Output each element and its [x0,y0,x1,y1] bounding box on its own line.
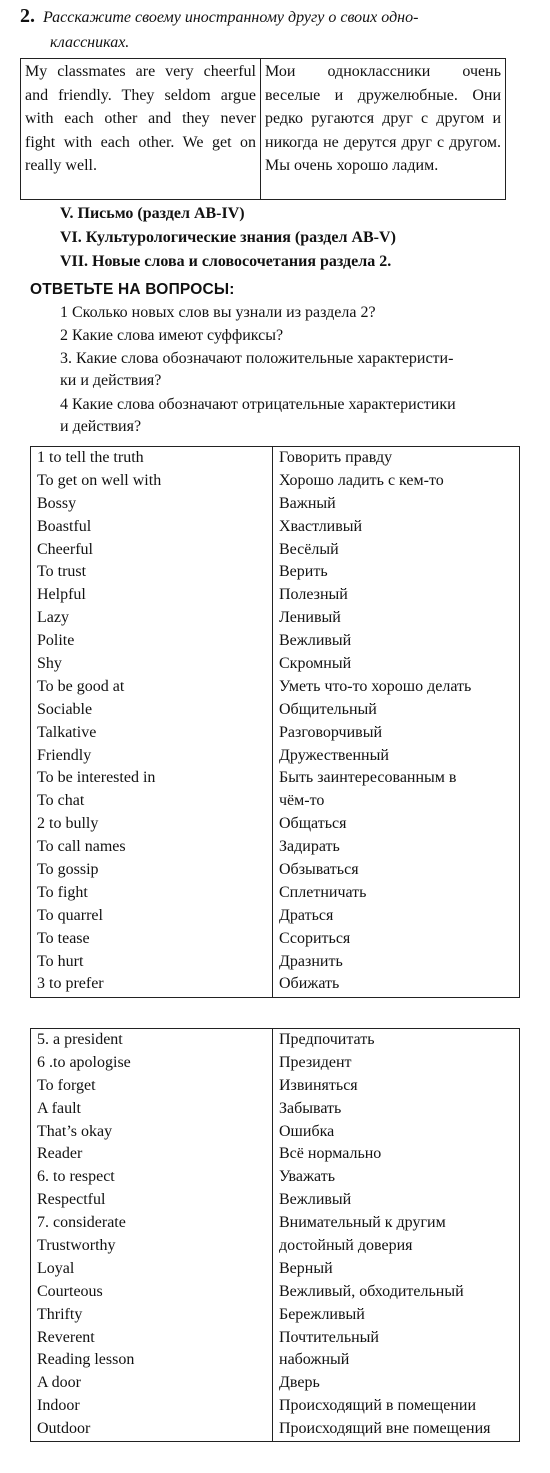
vocab-row [31,584,519,607]
vocab-russian: Разговорчивый [279,723,383,741]
vocab-english: 5. a president [37,1031,123,1048]
vocab-row [31,653,519,676]
vocab-english: To chat [37,792,85,810]
vocab-english: To fight [37,883,88,901]
vocab-english: Cheerful [37,540,93,558]
vocab-row [31,1281,519,1304]
question-4: 4 Какие слова обозначают отрицательные характеристики [60,396,456,413]
example-table [20,58,506,200]
vocab-row [31,1372,519,1395]
vocab-russian: Хорошо ладить с кем-то [279,471,444,489]
vocab-russian: Быть заинтересованным в [279,769,457,787]
vocab-english: Friendly [37,746,92,764]
vocab-russian: Дразнить [279,952,343,970]
vocab-row [31,1075,519,1098]
vocab-row [31,1349,519,1372]
vocab-english: Shy [37,655,62,673]
vocab-russian: Полезный [279,586,348,604]
vocab-row [31,1189,519,1212]
vocab-row [31,447,519,470]
vocab-row [31,1098,519,1121]
vocab-russian: Общительный [279,700,377,718]
question-2: 2 Какие слова имеют суффиксы? [60,327,284,344]
vocab-row [31,630,519,653]
vocab-english: Polite [37,632,75,650]
vocab-english: Bossy [37,494,77,512]
vocab-row [31,516,519,539]
vocab-russian: чём-то [279,792,325,810]
vocab-russian: Задирать [279,838,340,856]
vocab-row [31,836,519,859]
vocab-russian: Дверь [279,1374,320,1392]
task-text-1: Расскажите своему иностранному другу о своих одно- [43,9,419,26]
vocab-english: To be good at [37,677,125,695]
vocab-row [31,561,519,584]
vocab-row [31,767,519,790]
task-number: 2. [20,5,35,27]
vocab-russian: Ссориться [279,929,351,947]
vocab-row [31,1327,519,1350]
vocab-english: To quarrel [37,906,103,924]
vocab-row [31,1212,519,1235]
vocab-row [31,1418,519,1441]
vocab-russian: Хвастливый [279,517,363,535]
vocab-row [31,1235,519,1258]
vocab-row [31,882,519,905]
question-3-cont: ки и действия? [60,372,162,389]
vocab-russian: Весёлый [279,540,339,558]
vocab-english: Lazy [37,609,69,627]
vocab-english: A fault [37,1099,81,1117]
vocab-row [31,790,519,813]
vocab-russian: Уважать [279,1168,335,1186]
vocab-russian: Вежливый [279,632,352,650]
vocab-row [31,951,519,974]
vocab-russian: Дружественный [279,746,389,764]
vocab-russian: Ленивый [279,609,341,627]
vocab-english: Loyal [37,1259,75,1277]
vocab-row [31,928,519,951]
vocab-english: To get on well with [37,471,162,489]
vocab-english: Reader [37,1145,83,1163]
vocab-row [31,1029,519,1052]
example-english: My classmates are very cheerful and friendly. They seldom argue with each other and they never fight with each other. We get on really well. [21,59,261,199]
section-vi: VI. Культурологические знания (раздел АВ-V) [60,229,396,246]
vocab-english: 3 to prefer [37,975,104,993]
vocab-russian: Происходящий вне помещения [279,1420,491,1438]
vocab-russian: Предпочитать [279,1031,375,1048]
vocab-english: Outdoor [37,1420,91,1438]
vocab-english: Boastful [37,517,92,535]
vocab-row [31,607,519,630]
vocab-russian: Бережливый [279,1305,365,1323]
vocab-english: Reverent [37,1328,95,1346]
vocab-row [31,722,519,745]
vocab-english: 6 .to apologise [37,1053,131,1071]
vocab-row [31,470,519,493]
task-line-1 [20,4,540,30]
vocab-english: 2 to bully [37,815,99,833]
vocab-english: 1 to tell the truth [37,449,144,466]
vocab-english: Sociable [37,700,93,718]
vocab-english: 7. considerate [37,1214,126,1232]
vocab-row [31,1121,519,1144]
vocab-row [31,905,519,928]
question-4-cont: и действия? [60,418,142,435]
vocab-russian: Скромный [279,655,352,673]
vocab-row [31,493,519,516]
vocab-row [31,1166,519,1189]
vocab-english: Helpful [37,586,86,604]
vocab-english: Indoor [37,1397,80,1415]
vocab-russian: Вежливый [279,1191,352,1209]
questions-heading: ОТВЕТЬТЕ НА ВОПРОСЫ: [30,281,235,298]
vocab-russian: Всё нормально [279,1145,382,1163]
vocab-english: To be interested in [37,769,156,787]
vocabulary-table-2 [30,1028,520,1442]
vocab-english: Respectful [37,1191,106,1209]
vocab-english: To hurt [37,952,84,970]
example-russian: Мои одноклассники очень веселые и дружелюбные. Они редко ругаются друг с другом и никогда не дерутся друг с другом. Мы очень хорошо ладим. [265,63,501,174]
task-text-2: классниках. [50,34,130,51]
vocab-russian: Вежливый, обходительный [279,1282,464,1300]
vocab-english: Courteous [37,1282,103,1300]
vocab-russian: Извиняться [279,1076,358,1094]
vocab-russian: Говорить правду [279,449,393,466]
section-v: V. Письмо (раздел АВ-IV) [60,205,245,222]
vocab-english: To call names [37,838,126,856]
vocab-russian: Общаться [279,815,347,833]
vocab-english: A door [37,1374,81,1392]
vocabulary-table-1 [30,446,520,998]
vocab-row [31,1304,519,1327]
vocab-row [31,1052,519,1075]
vocab-english: That’s okay [37,1122,113,1140]
vocab-english: To gossip [37,861,99,879]
vocab-row [31,973,519,996]
vocab-row [31,745,519,768]
vocab-row [31,1143,519,1166]
vocab-russian: Почтительный [279,1328,379,1346]
vocab-russian: Обзываться [279,861,359,879]
section-vii: VII. Новые слова и словосочетания раздела 2. [60,253,392,270]
vocab-russian: набожный [279,1351,350,1369]
vocab-row [31,859,519,882]
vocab-russian: Драться [279,906,334,924]
vocab-russian: Верный [279,1259,333,1277]
vocab-english: 6. to respect [37,1168,115,1186]
vocab-english: Reading lesson [37,1351,135,1369]
vocab-russian: Обижать [279,975,340,993]
vocab-russian: Ошибка [279,1122,335,1140]
vocab-row [31,1395,519,1418]
vocab-russian: достойный доверия [279,1237,413,1255]
vocab-russian: Сплетничать [279,883,367,901]
vocab-russian: Забывать [279,1099,342,1117]
task-heading [20,4,540,55]
vocab-row [31,1258,519,1281]
question-1: 1 Сколько новых слов вы узнали из раздела 2? [60,304,376,321]
vocab-russian: Уметь что-то хорошо делать [279,677,472,695]
vocab-english: To trust [37,563,87,581]
vocab-russian: Верить [279,563,328,581]
vocab-russian: Президент [279,1053,352,1071]
vocab-english: Thrifty [37,1305,83,1323]
vocab-english: Talkative [37,723,97,741]
vocab-row [31,676,519,699]
vocab-russian: Внимательный к другим [279,1214,446,1232]
vocab-row [31,813,519,836]
vocab-row [31,539,519,562]
vocab-english: To tease [37,929,90,947]
vocab-english: Trustworthy [37,1237,116,1255]
vocab-russian: Происходящий в помещении [279,1397,477,1415]
vocab-row [31,699,519,722]
vocab-english: To forget [37,1076,96,1094]
question-3: 3. Какие слова обозначают положительные характеристи- [60,350,454,367]
vocab-russian: Важный [279,494,336,512]
